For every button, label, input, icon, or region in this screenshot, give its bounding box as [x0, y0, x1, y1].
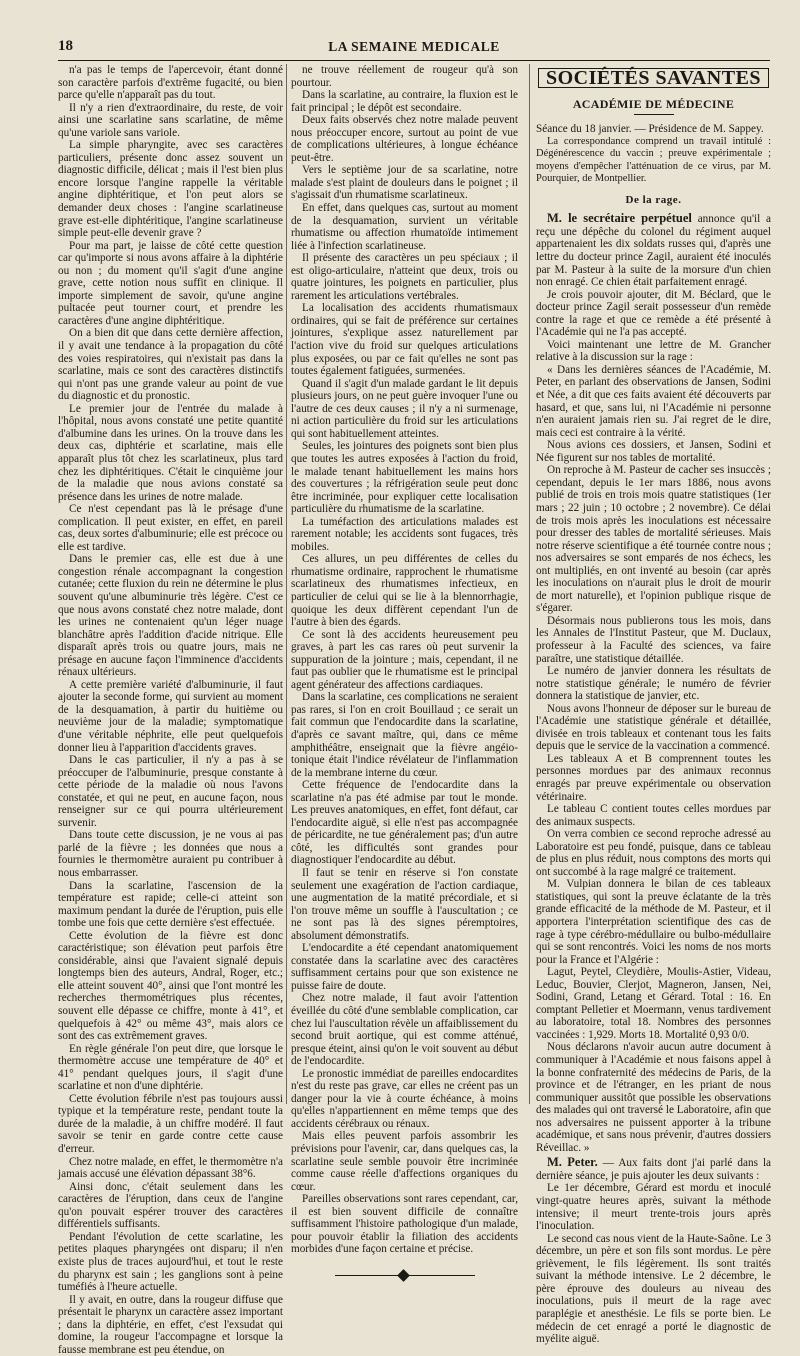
paragraph: Pareilles observations sont rares cependant, car, il est bien souvent difficile de connaître suffisamment l'histoire pathologique d'un malade, pour pouvoir établir la filiation des accidents morbides d'une façon certaine et précise.: [291, 1193, 518, 1256]
paragraph: Le second cas nous vient de la Haute-Saône. Le 3 décembre, un père et son fils sont mordus. Le père grièvement, le fils légèrement. Ils sont traités suivant la méthode intensive. Le 2 décembre, le père éprouve des douleurs au niveau des inoculations, puis il meurt de la rage avec paraplégie et anesthésie. Le fils se porte bien. Le médecin de cet enragé a porté le diagnostic de myélite aiguë.: [536, 1232, 771, 1346]
paragraph: Nous déclarons n'avoir aucun autre document à communiquer à l'Académie et nous faisons appel à la bonne confraternité des médecins de Paris, de la province et de l'étranger, en les priant de nous communiquer aussitôt que possible les observations des malades qui ont traversé le Laboratoire, afin que nos adversaires ne puissent apporter à la tribune académique, et sans nous prévenir, d'autres dossiers Réveillac. »: [536, 1041, 771, 1154]
paragraph: La localisation des accidents rhumatismaux ordinaires, qui se fait de préférence sur certaines jointures, s'explique assez naturellement par l'action vive du froid sur quelques articulations plus exposées, ou par ce fait qu'elles ne sont pas toutes également fatiguées, surmenées.: [291, 302, 518, 378]
paragraph: Désormais nous publierons tous les mois, dans les Annales de l'Institut Pasteur, que M. Duclaux, professeur à la Faculté des sciences, va faire paraître, une statistique détaillée.: [536, 614, 771, 665]
paragraph: Dans le cas particulier, il n'y a pas à se préoccuper de l'albuminurie, presque constante à cette période de la maladie où nous l'avons constatée, et qui ne peut, en aucune façon, nous renseigner sur ce qui pourra ultérieurement survenir.: [58, 754, 283, 829]
peter-cases: [536, 1182, 771, 1345]
paragraph: « Dans les dernières séances de l'Académie, M. Peter, en parlant des observations de Jansen, Sodini et Née, a dit que ces faits avaient été découverts par hasard, et que, sans lui, ni l'Académie ni personne n'en auraient jamais rien su. J'ai regret de le dire, mais ceci est contraire à la vérité.: [536, 363, 771, 439]
paragraph: La simple pharyngite, avec ses caractères particuliers, présente donc assez souvent un diagnostic difficile, délicat ; mais il l'est bien plus encore lorsque l'angine rappelle la véritable angine diphtéritique, et l'on peut alors se demander deux choses : l'angine scarlatineuse grave est-elle diphtéritique, l'angine scarlatineuse simple peut-elle devenir grave ?: [58, 139, 283, 240]
paragraph: n'a pas le temps de l'apercevoir, étant donné son caractère parfois d'extrême fugacité, ou bien parce qu'elle n'apparaît pas du tout.: [58, 64, 283, 102]
section-title: SOCIÉTÉS SAVANTES: [538, 68, 769, 88]
paragraph: Lagut, Peytel, Cleydière, Moulis-Astier, Videau, Leduc, Bouvier, Clerjot, Magneron, Jansen, Nei, Sodini, Grand, Letang et Gérard. Total : 16. En comptant Pelletier et Moermann, venus tardivement au laboratoire, total 18. Nombres des personnes vaccinées : 1,929. Morts 18. Mortalité 0,93 0/0.: [536, 966, 771, 1041]
paragraph: Le 1er décembre, Gérard est mordu et inoculé vingt-quatre heures après, suivant la méthode intensive; il meurt trente-trois jours après l'inoculation.: [536, 1182, 771, 1233]
paragraph: Chez notre malade, en effet, le thermomètre n'a jamais accusé une élévation dépassant 38°6.: [58, 1155, 283, 1181]
grancher-letter: [536, 289, 771, 1155]
paragraph: En règle générale l'on peut dire, que lorsque le thermomètre accuse une température de 40° et 41° pendant quelques jours, il s'agit d'une scarlatine et non d'une diphtérie.: [58, 1042, 283, 1093]
rage-subtitle: De la rage.: [625, 193, 682, 206]
article-column-middle: [291, 64, 518, 1256]
paragraph: La tuméfaction des articulations malades est rarement notable; les accidents sont fugaces, très mobiles.: [291, 515, 518, 553]
paragraph: A cette première variété d'albuminurie, il faut ajouter la seconde forme, qui survient au moment de la desquamation, à partir du huitième ou neuvième jour de la maladie; symptomatique d'une véritable néphrite, elle peut quelquefois donner lieu à l'apparition d'accidents graves.: [58, 678, 283, 754]
header-rule: [58, 60, 770, 61]
societes-savantes-column: [536, 64, 772, 1346]
paragraph: Pendant l'évolution de cette scarlatine, les petites plaques pharyngées ont disparu; il n'en existe plus de traces aujourd'hui, et tout le reste du pharynx est sain ; les ganglions sont à peine tuméfiés à l'heure actuelle.: [58, 1230, 283, 1294]
speaker-name: M. Peter.: [547, 1155, 598, 1170]
page-number: 18: [58, 38, 73, 54]
session-line: Séance du 18 janvier. — Présidence de M. Sappey.: [536, 123, 764, 136]
peter-paragraph: [536, 1156, 771, 1182]
paragraph: Seules, les jointures des poignets sont bien plus que toutes les autres exposées à l'action du froid, le malade tenant habituellement les mains hors des couvertures ; la réfrigération seule peut donc être incriminée, pour expliquer cette localisation particulière du rhumatisme de la scarlatine.: [291, 440, 518, 516]
paragraph: Dans le premier cas, elle est due à une congestion rénale accompagnant la congestion cutanée; cette fluxion du rein ne détermine le plus souvent qu'une albuminurie très légère. C'est ce que nous avons constaté chez notre malade, dont les urines ne contenaient qu'un léger nuage blanchâtre après l'addition d'acide nitrique. Elle disparaît après trois ou quatre jours, mais ne présage en aucune façon l'imminence d'accidents rénaux ultérieurs.: [58, 553, 283, 679]
paragraph: On verra combien ce second reproche adressé au Laboratoire est peu fondé, puisque, dans ce tableau de plus en plus réduit, nous comptons des morts qui ont succombé à la rage malgré ce traitement.: [536, 828, 771, 878]
paragraph: Le pronostic immédiat de pareilles endocardites n'est du reste pas grave, car elles ne créent pas un danger pour la vie à courte échéance, à moins qu'elles n'appartiennent en même temps que des accidents cérébraux ou rénaux.: [291, 1067, 518, 1130]
paragraph: Dans toute cette discussion, je ne vous ai pas parlé de la fièvre ; les données que nous a fournies le thermomètre auraient pu contribuer à nous embarrasser.: [58, 829, 283, 879]
column-divider: [286, 64, 287, 1104]
paragraph: Le premier jour de l'entrée du malade à l'hôpital, nous avons constaté une petite quantité d'albumine dans les urines. On la trouve dans les deux cas, diphtérie et scarlatine, mais elle apparaît plus tôt chez les scarlatineux, plus tard chez les diphtéritiques. C'était le cinquième jour de la maladie que nous avions constaté sa présence dans les urines de notre malade.: [58, 402, 283, 503]
article-column-left: [58, 64, 283, 1356]
paragraph: Il n'y a rien d'extraordinaire, du reste, de voir ainsi une scarlatine sans scarlatine, de même qu'une variole sans variole.: [58, 101, 283, 139]
paragraph: Il faut se tenir en réserve si l'on constate seulement une exagération de l'action cardiaque, une augmentation de la matité précordiale, et si l'on trouve même un souffle à l'auscultation ; ce ne sont pas là des signes péremptoires, absolument démonstratifs.: [291, 867, 518, 942]
paragraph: Cette évolution fébrile n'est pas toujours aussi typique et la température reste, pendant toute la durée de la maladie, à un chiffre modéré. Il faut savoir se tenir en garde contre cette cause d'erreur.: [58, 1092, 283, 1156]
column-divider: [529, 64, 530, 1104]
page-header: [58, 38, 770, 62]
paragraph: Vers le septième jour de sa scarlatine, notre malade s'est plaint de douleurs dans le poignet ; il s'agissait d'un rhumatisme scarlatineux.: [291, 164, 518, 202]
paragraph: Ainsi donc, c'était seulement dans les caractères de l'éruption, dans ceux de l'angine qu'on pouvait espérer trouver des caractères différentiels suffisants.: [58, 1180, 283, 1231]
paragraph: ne trouve réellement de rougeur qu'à son pourtour.: [291, 64, 518, 89]
paragraph: Ces allures, un peu différentes de celles du rhumatisme ordinaire, rapprochent le rhumatisme scarlatineux des rhumatismes infectieux, en particulier de celui qui se lie à la blennorrhagie, quoique les deux diffèrent cependant l'un de l'autre à bien des égards.: [291, 553, 518, 629]
paragraph: Pour ma part, je laisse de côté cette question car qu'importe si nous avons affaire à la diphtérie ou non ; du moment qu'il s'agit d'une angine grave, cette notion nous suffit en clinique. Il importe simplement de savoir, qu'une angine pultacée peut tourner court, et prendre les caractères d'une angine diphtéritique.: [58, 239, 283, 327]
paragraph: Dans la scarlatine, ces complications ne seraient pas rares, si l'on en croit Bouillaud ; ce serait un fait commun que l'endocardite dans la scarlatine, d'après ce savant maître, qui, dans ce même amphithéâtre, enseignait que la fièvre angéio-tonique était l'indice révélateur de l'inflammation de la membrane interne du cœur.: [291, 691, 518, 779]
speaker-name: M. le secrétaire perpétuel: [547, 211, 692, 226]
paragraph: Le numéro de janvier donnera les résultats de notre statistique générale; le numéro de février donnera la statistique de janvier, etc.: [536, 665, 771, 703]
heading-rule: [634, 114, 674, 115]
paragraph: Cette évolution de la fièvre est donc caractéristique; son élévation peut parfois être considérable, ainsi que l'avaient signalé depuis longtemps bien des auteurs, Andral, Roger, etc.; elle atteint souvent 40°, ainsi que l'ont montré les recherches thermométriques plus récentes, souvent elle dépasse ce chiffre, monte à 41°, et quelquefois à 42° ou même 43°, mais alors ce sont des cas extrêmement graves.: [58, 929, 283, 1043]
paragraph: Je crois pouvoir ajouter, dit M. Béclard, que le docteur prince Zagil serait possesseur d'un remède contre la rage et que ce remède a été présenté à l'Académie qui ne l'a pas accepté.: [536, 288, 771, 339]
end-ornament: [335, 1272, 475, 1280]
paragraph: On a bien dit que dans cette dernière affection, il y avait une tendance à la propagation du côté des voies respiratoires, qui n'existait pas dans la scarlatine, mais ce sont des caractères distinctifs qui n'ont pas une grande valeur au point de vue du diagnostic et du pronostic.: [58, 327, 283, 403]
paragraph: Il présente des caractères un peu spéciaux ; il est oligo-articulaire, n'atteint que deux, trois ou quatre jointures, les poignets en particulier, plus rarement les articulations vertébrales.: [291, 252, 518, 302]
paragraph: On reproche à M. Pasteur de cacher ses insuccès ; cependant, depuis le 1er mars 1886, nous avons publié de trois en trois mois quatre statistiques (1er mars ; 22 juin ; 10 octobre ; 2 novembre). Ce délai de trois mois après les inoculations est nécessaire pour dresser des tables de mortalité sérieuses. Mais notre réserve scientifique a été tournée contre nous ; nos adversaires se sont emparés de nos échecs, les ont multipliés, en ont inventé au besoin (car après les inoculations on n'aurait plus le droit de mourir de mort naturelle), et l'opinion publique risque de s'égarer.: [536, 464, 771, 615]
journal-title: LA SEMAINE MEDICALE: [328, 39, 500, 54]
article-paragraphs: [291, 64, 518, 1256]
paragraph: Chez notre malade, il faut avoir l'attention éveillée du côté d'une semblable complication, car chez lui l'auscultation révèle un affaiblissement du second bruit aortique, qui est comme atténué, presque éteint, ainsi qu'on le voit souvent au début de l'endocardite.: [291, 992, 518, 1068]
paragraph: M. Vulpian donnera le bilan de ces tableaux statistiques, qui sont la preuve éclatante de la très grande efficacité de la méthode de M. Pasteur, et il apportera l'interprétation scientifique des cas de rage à type cérébro-médullaire ou bulbo-médullaire qui se sont rencontrés. Voici les noms de nos morts pour la France et l'Algérie :: [536, 878, 771, 966]
paragraph: Voici maintenant une lettre de M. Grancher relative à la discussion sur la rage :: [536, 338, 771, 364]
paragraph-text: — Aux faits dont j'ai parlé dans la dernière séance, je puis ajouter les deux suivants :: [536, 1157, 772, 1182]
paragraph: Cette fréquence de l'endocardite dans la scarlatine n'a pas été admise par tout le monde. Les preuves anatomiques, en effet, font défaut, car l'endocardite aiguë, si elle n'est pas accompagnée de péricardite, ne tue généralement pas; d'un autre côté, les difficultés sont grandes pour diagnostiquer l'endocardite au début.: [291, 779, 518, 867]
paragraph: Ce sont là des accidents heureusement peu graves, à part les cas rares où peut survenir la suppuration de la jointure ; mais, cependant, il ne faut pas oublier que le rhumatisme est le principal agent générateur des affections cardiaques.: [291, 628, 518, 691]
paragraph: Nous avions ces dossiers, et Jansen, Sodini et Née figurent sur nos tables de mortalité.: [536, 439, 771, 464]
paragraph: Mais elles peuvent parfois assombrir les prévisions pour l'avenir, car, dans quelques cas, la scarlatine seule semble pouvoir être incriminée comme cause réelle d'affections organiques du cœur.: [291, 1130, 518, 1193]
paragraph: Le tableau C contient toutes celles mordues par des animaux suspects.: [536, 803, 771, 828]
paragraph: Deux faits observés chez notre malade peuvent nous préoccuper encore, surtout au point de vue de complications ultérieures, à longue échéance peut-être.: [291, 114, 518, 164]
secretary-paragraph: [536, 212, 771, 288]
paragraph: Ce n'est cependant pas là le présage d'une complication. Il peut exister, en effet, en pareil cas, deux sortes d'albuminurie; elle est précoce ou elle est tardive.: [58, 503, 283, 553]
paragraph: Dans la scarlatine, au contraire, la fluxion est le fait principal ; le dépôt est secondaire.: [291, 89, 518, 114]
paragraph: Les tableaux A et B comprennent toutes les personnes mordues par des animaux reconnus enragés par preuve expérimentale ou observation vétérinaire.: [536, 752, 771, 803]
paragraph: En effet, dans quelques cas, surtout au moment de la desquamation, survient un véritable rhumatisme ou affection rhumatoïde intimement liée à l'infection scarlatineuse.: [291, 202, 518, 252]
paragraph: Dans la scarlatine, l'ascension de la température est rapide; celle-ci atteint son maximum pendant la durée de l'éruption, puis elle tombe une fois que cette dernière s'est effectuée.: [58, 879, 283, 930]
paragraph: Nous avons l'honneur de déposer sur le bureau de l'Académie une statistique générale et détaillée, divisée en trois tableaux et contenant tous les faits depuis que le service de la vaccination a commencé.: [536, 702, 771, 753]
paragraph-text: annonce qu'il a reçu une dépêche du colonel du régiment auquel appartenaient les dix soldats russes qui, d'après une lettre du docteur prince Zagil, auraient été inoculés par M. Pasteur à la suite de la morsure d'un chien non enragé. Ce chien était parfaitement enragé.: [536, 213, 771, 289]
academy-heading: ACADÉMIE DE MÉDECINE: [572, 96, 735, 111]
paragraph: Quand il s'agit d'un malade gardant le lit depuis plusieurs jours, on ne peut guère invoquer l'une ou l'autre de ces deux causes ; il n'y a ni surmenage, ni action particulière du froid sur les articulations qui sont habituellement atteintes.: [291, 377, 518, 440]
correspondence-note: La correspondance comprend un travail intitulé : Dégénérescence du vaccin ; preuve expérimentale ; moyens d'empêcher l'atténuation de ce virus, par M. Pourquier, de Montpellier.: [536, 135, 771, 185]
paragraph: Il y avait, en outre, dans la rougeur diffuse que présentait le pharynx un caractère assez important ; dans la diphtérie, en effet, c'est l'exsudat qui domine, la rougeur l'accompagne et lorsque la fausse membrane est peu étendue, on: [58, 1293, 283, 1356]
paragraph: L'endocardite a été cependant anatomiquement constatée dans la scarlatine avec des caractères suffisamment certains pour que son existence ne puisse faire de doute.: [291, 942, 518, 992]
